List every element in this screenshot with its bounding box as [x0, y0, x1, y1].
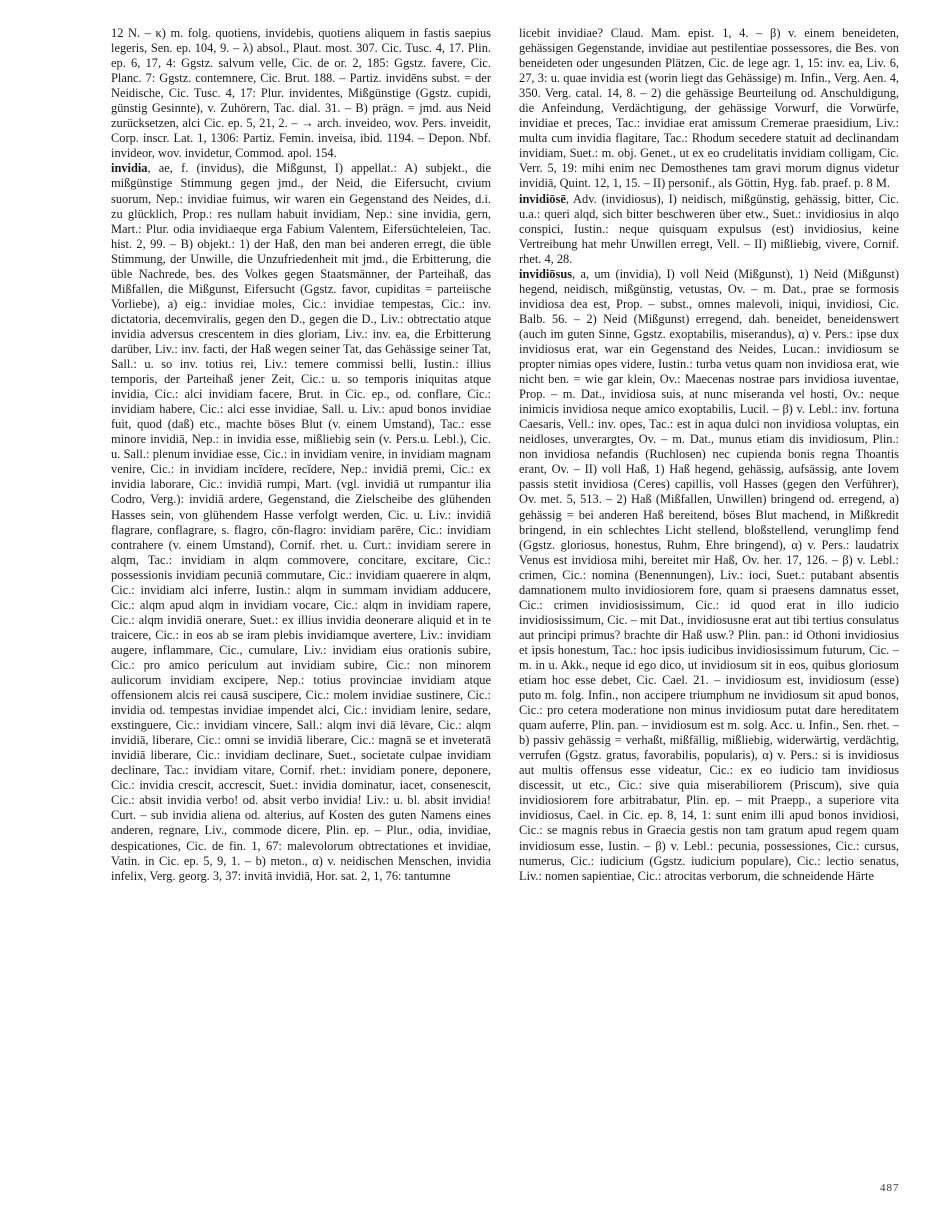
entry-invidia	[111, 161, 491, 883]
lemma-invidiosus: invidiōsus	[519, 266, 573, 281]
right-column	[519, 26, 899, 1176]
entry-invidiosus-body: , a, um (invidia), I) voll Neid (Mißgunst), 1) Neid (Mißgunst) hegend, neidisch, mißgünstig, vetustas, Ov. – m. Dat., prae se formosis invidiosa dea est, Prop. – subst., omnes malevoli, iniqui, invidiosi, Cic. Balb. 56. – 2) Neid (Mißgunst) erregend, dah. beneidet, beneidenswert (auch im guten Sinne, Ggstz. exoptabilis, miserandus), α) v. Pers.: ipse dux invidiosus erat, war ein Gegenstand des Neides, Lucan.: invidiosum se propter nimias opes videre, Iustin.: turba vetus quam non invidiosa erat, wie nicht ben. = wie gar klein, Ov.: Maecenas nostrae pars invidiosa iuventae, Prop. – m. Dat., invidiosa suis, at nunc miseranda vel hosti, Ov.: neque inimicis invidiosa neque amico exoptabilis, Lucil. – β) v. Lebl.: inv. fortuna Caesaris, Vell.: inv. opes, Tac.: est in aqua dulci non invidiosa voluptas, ein neidloses, unverargtes, Ov. – m. Dat., munus etiam dis invidiosum, Plin.: non invidiosa nefandis (Ruchlosen) nec cupienda bonis regna Thoantis erant, Ov. – II) voll Haß, 1) Haß hegend, gehässig, aufsässig, ante Iovem passis stetit invidiosa (Ceres) capillis, voll Hasses (gegen den Verführer), Ov. met. 5, 513. – 2) Haß (Mißfallen, Unwillen) bringend od. erregend, a) gehässig = bei anderen Haß bereitend, böses Blut machend, in Mißkredit bringend, in ein schlechtes Licht stellend, bloßstellend, verunglimp fend (Ggstz. gloriosus, honestus, Ruhm, Ehre bringend), α) v. Pers.: laudatrix Venus est invidiosa mihi, bereitet mir Haß, Ov. her. 17, 126. – β) v. Lebl.: crimen, Cic.: nomina (Benennungen), Liv.: ioci, Suet.: putabant absentis damnationem multo invidiosiorem fore, quam si praesens damnatus esset, Cic.: crimen invidiosissimum, Cic.: id quod erat in illo iudicio invidiosissimum, Cic. – mit Dat., invidiosusne erat aut tibi tertius consulatus aut principi primus? brachte dir Haß usw.? Plin. pan.: id Othoni invidiosius et ipsis honestum, Tac.: hoc ipsis iudicibus invidiosissimum futurum, Cic. – m. in u. Akk., neque id ego dico, ut invidiosum sit in eos, quibus gloriosum etiam hoc esse debet, Cic. Cael. 21. – invidiosum est, invidiosum (esse) puto m. folg. Infin., non accipere triumphum ne invidiosum sit apud bonos, Cic.: pro cetera moderatione non minus invidiosum putat dare hereditatem quam auferre, Plin. pan. – invidiosum est m. solg. Acc. u. Infin., Sen. rhet. – b) passiv gehässig = verhaßt, mißfällig, mißliebig, widerwärtig, verdächtig, verrufen (Ggstz. gratus, favorabilis, popularis), α) v. Pers.: si is invidiosus aut multis offensus esse videatur, Cic.: ex eo iudicio tam invidiosus discessit, ut etc., Cic.: sive quia miserabiliorem (Priscum), sive quia invidiosiorem fore arbitrabatur, Plin. ep. – mit Praepp., a superiore vita invidiosus, Cael. in Cic. ep. 8, 14, 1: sunt enim illi apud bonos invidiosi, Cic.: se magnis rebus in Graecia gestis non tam gratum apud regem quam invidiosum esse, Iustin. – β) v. Lebl.: pecunia, possessiones, Cic.: cursus, numerus, Cic.: iudicium (Ggstz. iudicium populare), Cic.: lectio senatus, Liv.: nomen sapientiae, Cic.: atrocitas verborum, die schneidende Härte	[519, 266, 899, 883]
left-column	[111, 26, 491, 1176]
entry-invidia-continued: licebit invidiae? Claud. Mam. epist. 1, 4. – β) v. einem beneideten, gehässigen Gegenstande, invidiae aut pestilentiae possessores, die Bes. von beneideten oder ungesunden Plätzen, Cic. de lege agr. 1, 15: inv. ea, Liv. 6, 27, 3: u. quae invidia est (worin liegt das Gehässige) m. Infin., Verg. Aen. 4, 350. Verg. catal. 14, 8. – 2) die gehässige Beurteilung od. Anschuldigung, die Anfeindung, Verdächtigung, der gehässige Vorwurf, die Vorwürfe, invidiae et preces, Tac.: invidiae erat amissum Cremerae praesidium, Liv.: multa cum invidia flagitare, Tac.: Rhodum secedere statuit ad declinandam invidiam, Suet.: m. obj. Genet., ut ex eo crudelitatis invidiam colligam, Cic. Verr. 5, 19: mihi enim nec Demosthenes tam gravi morum dignus videtur invidiā, Quint. 12, 1, 15. – II) personif., als Göttin, Hyg. fab. praef. p. 8 M.	[519, 26, 899, 191]
entry-invidia-body: , ae, f. (invidus), die Mißgunst, I) appellat.: A) subjekt., die mißgünstige Stimmung gegen jmd., der Neid, die Eifersucht, cıvium suorum, Nep.: invidiae fuimus, wir waren ein Gegenstand des Neides, d.i. zu glücklich, Prop.: res nullam habuit invidiam, Nep.: sine invidia, gern, Mart.: Plur. odia invidiaeque erga Fabium Valentem, Eifersüchteleien, Tac. hist. 2, 99. – B) objekt.: 1) der Haß, den man bei anderen erregt, die üble Stimmung, der Unwille, die Unzufriedenheit mit jmd., die Erbitterung, die üble Nachrede, bes. des Volkes gegen Staatsmänner, der Parteihaß, das Mißfallen, die Mißgunst, Eifersucht (Ggstz. favor, cupiditas = parteiische Vorliebe), a) eig.: invidiae moles, Cic.: invidiae tempestas, Cic.: inv. dictatoria, decemviralis, gegen den D., gegen die D., Liv.: obtrectatio atque invidia adversus crescentem in dies gloriam, Liv.: inv. ea, die Erbitterung darüber, Liv.: inv. facti, der Haß wegen seiner Tat, das Gehässige seiner Tat, Sall.: u. so inv. totius rei, Liv.: temere commissi belli, Iustin.: illius temporis, der Parteihaß jener Zeit, Cic.: u. so temporis iniquitas atque invidia, Cic.: alci invidiam facere, Brut. in Cic. ep., od. conflare, Cic.: invidiam habere, Cic.: alci esse invidiae, Sall. u. Liv.: apud bonos invidiae fuit, quod (daß) etc., machte böses Blut (v. einem Umstand), Tac.: esse minore invidiā, Nep.: in invidia esse, mißliebig sein (v. Pers.u. Lebl.), Cic. u. Sall.: plenum invidiae esse, Cic.: in invidiam venire, in invidiam magnam venire, Cic.: in invidiam incĭdere, recĭdere, Nep.: invidiā premi, Cic.: ex invidia laborare, Cic.: invidiā rumpi, Mart. (vgl. invidiā ut rumpantur ilia Codro, Verg.): invidiā ardere, Gegenstand, die Zielscheibe des glühenden Hasses sein, von glühendem Hasse verfolgt werden, Cic. u. Liv.: invidiā flagrare, conflagrare, s. flagro, cōn-flagro: invidiam parēre, Cic.: invidiam contrahere (v. einem Umstand), Cornif. rhet. u. Curt.: invidiam serere in alqm, Tac.: invidiam in alqm commovere, concitare, excitare, Cic.: possessionis invidiam pecuniā commutare, Cic.: invidiam quaerere in alqm, Cic.: invidiam alci inferre, Iustin.: alqm in summam invidiam adducere, Cic.: alqm apud alqm in invidiam vocare, Cic.: alqm in invidiam rapere, Cic.: alqm invidiā onerare, Suet.: ex illius invidia deonerare aliquid et in te traicere, Cic.: in eos ab se iram plebis invidiamque avertere, Liv.: invidiam augere, inflammare, Cic., cumulare, Liv.: invidiam eius orationis subire, Cic.: pro amico periculum aut invidiam subire, Cic.: non minorem aulicorum invidiam excipere, Nep.: totius provinciae invidiam atque offensionem alcis rei causā suscipere, Cic.: molem invidiae sustinere, Cic.: invidia od. tempestas invidiae impendet alci, Cic.: invidiam lenire, sedare, exstinguere, Cic.: invidiam vincere, Sall.: alqm invi diā lēvare, Cic.: alqm invidiā, liberare, Cic.: omni se invidiā liberare, Cic.: magnā se et inveteratā invidiā liberare, Cic.: invidiam declinare, Suet., societate culpae invidiam declinare, Tac.: invidiam vitare, Cornif. rhet.: invidiam ponere, deponere, Cic.: invidia crescit, accrescit, Suet.: invidia dominatur, iacet, consenescit, Cic.: absit invidia verbo! od. absit verbo invidia! Liv.: u. bl. absit invidia! Curt. – sub invidia aliena od. alterius, auf Kosten des guten Namens eines anderen, regnare, Liv., commode dicere, Plin. ep. – Plur., odia, invidiae, despicationes, Cic. de fin. 1, 67: malevolorum obtrectationes et invidiae, Vatin. in Cic. ep. 5, 9, 1. – b) meton., α) v. neidischen Menschen, invidia infelix, Verg. georg. 3, 37: invitā invidiā, Hor. sat. 2, 1, 76: tantumne	[111, 161, 491, 883]
page-number: 487	[880, 1182, 900, 1194]
lemma-invidia: invidia	[111, 161, 148, 176]
entry-invidiose-body: , Adv. (invidiosus), I) neidisch, mißgünstig, gehässig, bitter, Cic. u.a.: queri alqd, sich bitter beschweren über etw., Suet.: invidiosius in alqo conspici, Iustin.: neque quisquam expulsus (est) invidiosius, keine Vertreibung hat mehr Unwillen erregt, Vell. – II) mißliebig, vivere, Cornif. rhet. 4, 28.	[519, 191, 899, 266]
entry-invidiose	[519, 192, 899, 267]
entry-invidiosus	[519, 267, 899, 884]
lemma-invidiose: invidiōsē	[519, 191, 566, 206]
entry-invideo-tail: 12 N. – κ) m. folg. quotiens, invidebis, quotiens aliquem in fastis saepius legeris, Sen. ep. 104, 9. – λ) absol., Plaut. most. 307. Cic. Tusc. 4, 17. Plin. ep. 6, 17, 4: Ggstz. salvum velle, Cic. de or. 2, 185: Ggstz. favere, Cic. Planc. 7: Ggstz. contemnere, Cic. Brut. 188. – Partiz. invidēns subst. = der Neidische, Cic. Tusc. 4, 17: Plur. invidentes, Mißgünstige (Ggstz. cupidi, günstig Gesinnte), v. Zuhörern, Tac. dial. 31. – B) prägn. = jmd. aus Neid zurücksetzen, alci Cic. ep. 5, 21, 2. – → arch. inveideo, wov. Pers. inveidit, Corp. inscr. Lat. 1, 1306: Partiz. Femin. inveisa, ibid. 1194. – Depon. Nbf. invideor, wov. invidetur, Commod. apol. 154.	[111, 26, 491, 161]
